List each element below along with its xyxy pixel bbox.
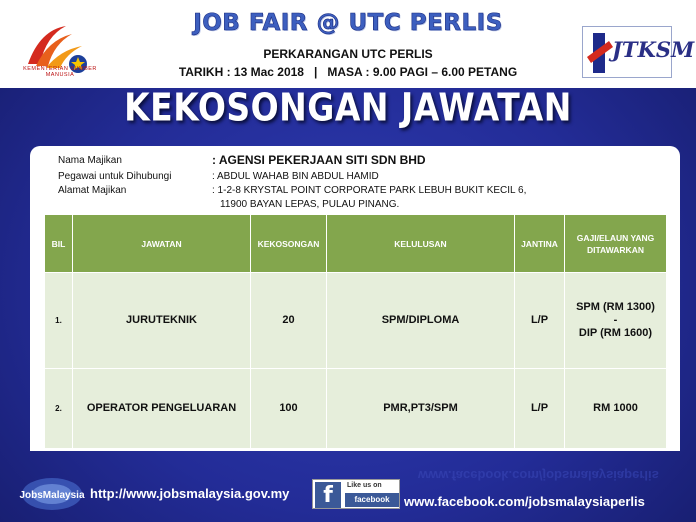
cell-jawatan: JURUTEKNIK	[73, 273, 251, 369]
contact-person-label: Pegawai untuk Dihubungi	[58, 171, 172, 182]
cell-gaji	[565, 273, 667, 369]
jtksm-logo-text: JTKSM	[612, 37, 695, 62]
contact-person-value: : ABDUL WAHAB BIN ABDUL HAMID	[212, 171, 379, 182]
table-row	[45, 369, 667, 449]
cell-kekosongan: 20	[251, 273, 327, 369]
employer-address-line2: 11900 BAYAN LEPAS, PULAU PINANG.	[220, 199, 400, 210]
header-kelulusan: KELULUSAN	[327, 215, 515, 273]
employer-address-line1: : 1-2-8 KRYSTAL POINT CORPORATE PARK LEBUH BUKIT KECIL 6,	[212, 185, 527, 196]
cell-kekosongan: 100	[251, 369, 327, 449]
cell-bil: 2.	[45, 369, 73, 449]
cell-kelulusan: PMR,PT3/SPM	[327, 369, 515, 449]
cell-bil: 1.	[45, 273, 73, 369]
header-jawatan: JAWATAN	[73, 215, 251, 273]
cell-jantina: L/P	[515, 273, 565, 369]
header-bil: BIL	[45, 215, 73, 273]
cell-jantina: L/P	[515, 369, 565, 449]
gaji-line: DIP (RM 1600)	[578, 327, 653, 339]
header-gaji: GAJI/ELAUN YANG DITAWARKAN	[565, 215, 667, 273]
table-header-row	[45, 215, 667, 273]
employer-address-label: Alamat Majikan	[58, 185, 127, 196]
event-date: TARIKH : 13 Mac 2018	[178, 65, 304, 79]
page-title: KEKOSONGAN JAWATAN	[124, 85, 572, 130]
header-kekosongan: KEKOSONGAN	[251, 215, 327, 273]
vacancy-table	[44, 214, 667, 449]
date-separator: |	[313, 65, 318, 79]
jobsmalaysia-logo-text: JobsMalaysia	[19, 490, 85, 501]
gaji-line: -	[613, 314, 618, 326]
header-banner	[0, 0, 696, 88]
facebook-url-reflection: www.facebook.com/jobsmalaysiaperlis	[418, 468, 659, 483]
event-time: MASA : 9.00 PAGI – 6.00 PETANG	[327, 65, 518, 79]
event-title: JOB FAIR @ UTC PERLIS	[193, 10, 503, 36]
cell-jawatan: OPERATOR PENGELUARAN	[73, 369, 251, 449]
cell-gaji: RM 1000	[565, 369, 667, 449]
facebook-like-text: Like us on	[347, 482, 382, 489]
cell-kelulusan: SPM/DIPLOMA	[327, 273, 515, 369]
event-venue: PERKARANGAN UTC PERLIS	[263, 47, 433, 61]
facebook-page-link[interactable]: www.facebook.com/jobsmalaysiaperlis	[404, 494, 645, 509]
facebook-badge[interactable]	[312, 479, 400, 509]
gaji-line: SPM (RM 1300)	[576, 301, 655, 313]
jobsmalaysia-link[interactable]: http://www.jobsmalaysia.gov.my	[90, 486, 290, 501]
employer-name-label: Nama Majikan	[58, 155, 122, 166]
table-row	[45, 273, 667, 369]
header-jantina: JANTINA	[515, 215, 565, 273]
jobsmalaysia-logo-icon	[16, 474, 88, 514]
vacancy-card	[30, 146, 680, 451]
ministry-logo-text: KEMENTERIAN SUMBER MANUSIA	[23, 66, 97, 78]
facebook-icon: f	[315, 482, 341, 508]
facebook-name: facebook	[345, 493, 399, 507]
employer-name-value: : AGENSI PEKERJAAN SITI SDN BHD	[212, 153, 426, 167]
